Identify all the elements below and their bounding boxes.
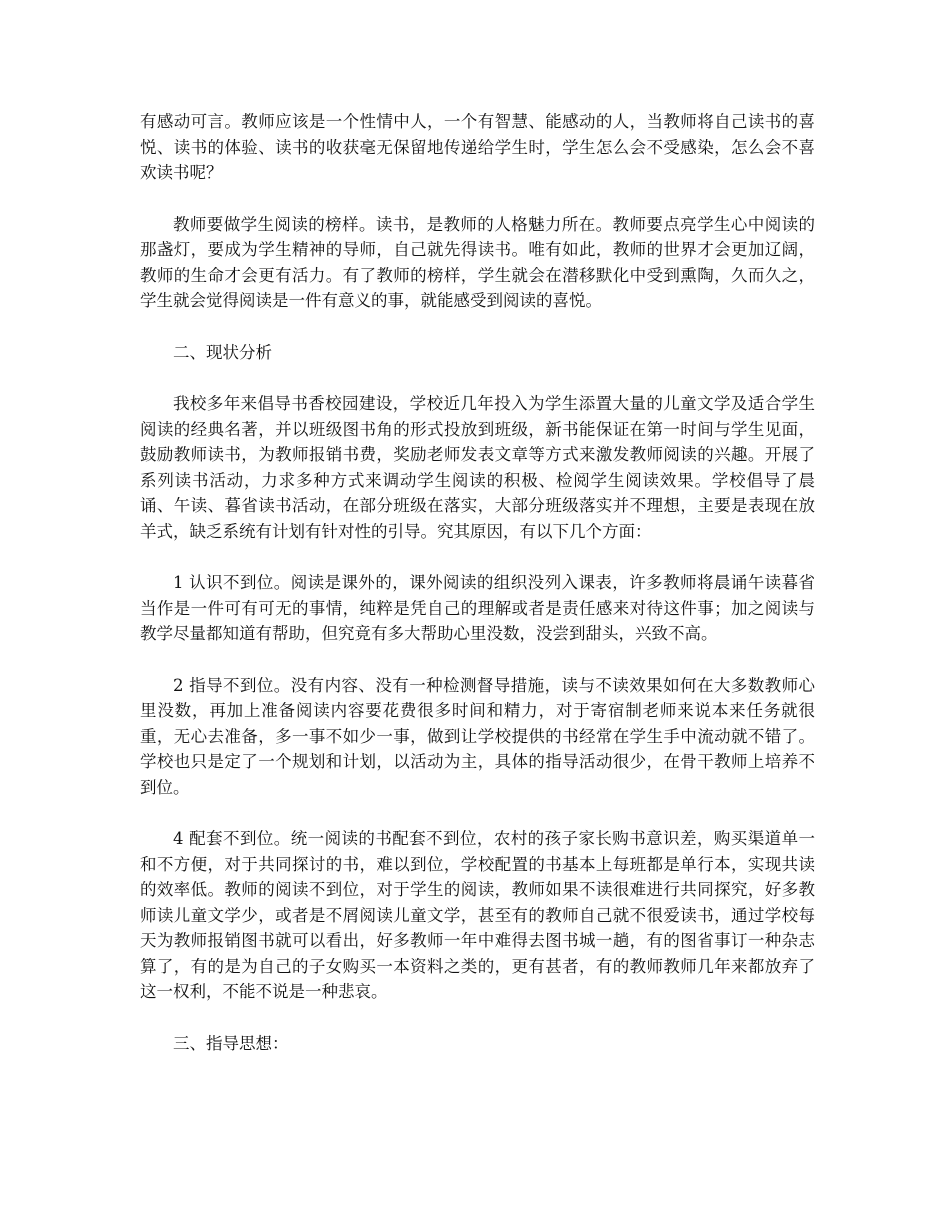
paragraph-continuation: 有感动可言。教师应该是一个性情中人，一个有智慧、能感动的人，当教师将自己读书的喜悦、读书的体验、读书的收获毫无保留地传递给学生时，学生怎么会不受感染，怎么会不喜欢读书呢？ <box>140 112 815 182</box>
paragraph-teacher-role-model: 教师要做学生阅读的榜样。读书，是教师的人格魅力所在。教师要点亮学生心中阅读的那盏灯，要成为学生精神的导师，自己就先得读书。唯有如此，教师的世界才会更加辽阔，教师的生命才会更有活力。有了教师的榜样，学生就会在潜移默化中受到熏陶，久而久之，学生就会觉得阅读是一件有意义的事，就能感受到阅读的喜悦。 <box>140 214 815 310</box>
paragraph-guidance-issue: 2 指导不到位。没有内容、没有一种检测督导措施，读与不读效果如何在大多数教师心里没数，再加上准备阅读内容要花费很多时间和精力，对于寄宿制老师来说本来任务就很重，无心去准备，多一事不如少一事，做到让学校提供的书经常在学生手中流动就不错了。学校也只是定了一个规划和计划，以活动为主，具体的指导活动很少，在骨干教师上培养不到位。 <box>140 675 815 797</box>
paragraph-awareness-issue: 1 认识不到位。阅读是课外的，课外阅读的组织没列入课表，许多教师将晨诵午读暮省当作是一件可有可无的事情，纯粹是凭自己的理解或者是责任感来对待这件事；加之阅读与教学尽量都知道有帮助，但究竟有多大帮助心里没数，没尝到甜头，兴致不高。 <box>140 573 815 643</box>
paragraph-resources-issue: 4 配套不到位。统一阅读的书配套不到位，农村的孩子家长购书意识差，购买渠道单一和不方便，对于共同探讨的书，难以到位，学校配置的书基本上每班都是单行本，实现共读的效率低。教师的阅读不到位，对于学生的阅读，教师如果不读很难进行共同探究，好多教师读儿童文学少，或者是不屑阅读儿童文学，甚至有的教师自己就不很爱读书，通过学校每天为教师报销图书就可以看出，好多教师一年中难得去图书城一趟，有的图省事订一种杂志算了，有的是为自己的子女购买一本资料之类的，更有甚者，有的教师教师几年来都放弃了这一权利，不能不说是一种悲哀。 <box>140 829 815 1001</box>
section-heading-status-analysis: 二、现状分析 <box>173 342 272 362</box>
paragraph-school-reading-overview: 我校多年来倡导书香校园建设，学校近几年投入为学生添置大量的儿童文学及适合学生阅读的经典名著，并以班级图书角的形式投放到班级，新书能保证在第一时间与学生见面，鼓励教师读书，为教师报销书费，奖励老师发表文章等方式来激发教师阅读的兴趣。开展了系列读书活动，力求多种方式来调动学生阅读的积极、检阅学生阅读效果。学校倡导了晨诵、午读、暮省读书活动，在部分班级在落实，大部分班级落实并不理想，主要是表现在放羊式，缺乏系统有计划有针对性的引导。究其原因，有以下几个方面： <box>140 394 815 541</box>
document-page <box>140 109 815 1074</box>
section-heading-guiding-principles: 三、指导思想： <box>173 1033 289 1053</box>
